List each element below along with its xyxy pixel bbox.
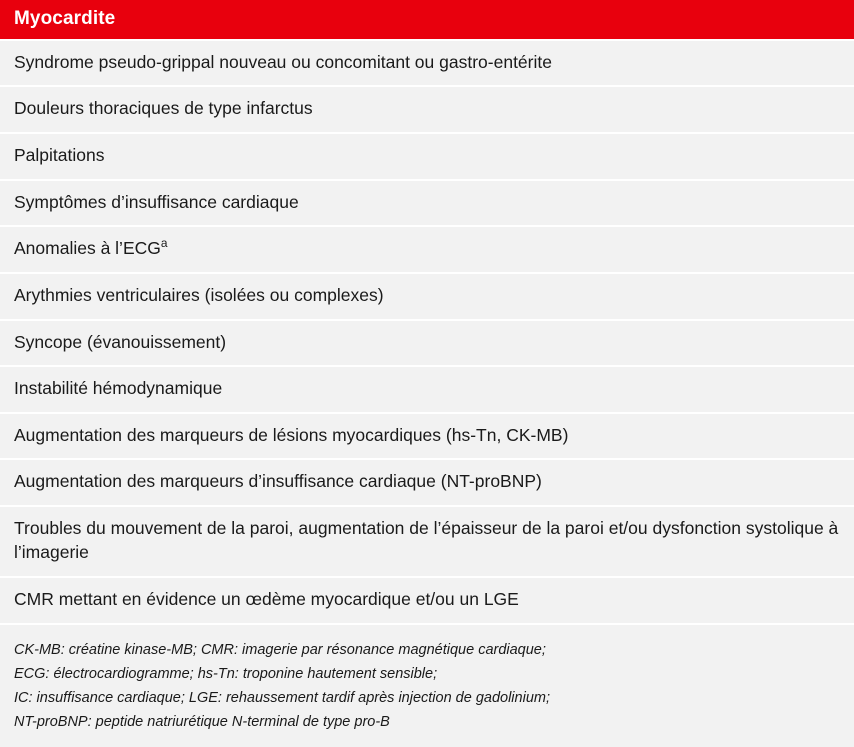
footnote-marker-a: a	[160, 236, 168, 251]
table-footnotes	[0, 623, 854, 747]
row-text: CMR mettant en évidence un œdème myocardique et/ou un LGE	[14, 589, 519, 610]
table-body	[0, 39, 854, 623]
row-text: Anomalies à l’ECG	[14, 238, 161, 259]
table-row	[0, 179, 854, 226]
table-row	[0, 365, 854, 412]
table-row	[0, 576, 854, 623]
table-row	[0, 225, 854, 272]
table-row	[0, 85, 854, 132]
footnote-line: IC: insuffisance cardiaque; LGE: rehaussement tardif après injection de gadolinium;	[14, 689, 550, 706]
row-text: Syndrome pseudo-grippal nouveau ou concomitant ou gastro-entérite	[14, 51, 552, 72]
table-row	[0, 412, 854, 459]
row-text: Instabilité hémodynamique	[14, 378, 223, 399]
row-text: Syncope (évanouissement)	[14, 331, 227, 352]
table-row	[0, 39, 854, 86]
footnote-line: ECG: électrocardiogramme; hs-Tn: troponine hautement sensible;	[14, 665, 438, 682]
table-row	[0, 319, 854, 366]
table-row	[0, 132, 854, 179]
row-text: Augmentation des marqueurs d’insuffisance cardiaque (NT-proBNP)	[14, 471, 542, 492]
row-text: Troubles du mouvement de la paroi, augmentation de l’épaisseur de la paroi et/ou dysfonction systolique à l’imagerie	[14, 518, 839, 562]
row-text: Arythmies ventriculaires (isolées ou complexes)	[14, 284, 384, 305]
table-row	[0, 458, 854, 505]
row-text: Douleurs thoraciques de type infarctus	[14, 98, 313, 119]
row-text: Palpitations	[14, 145, 105, 166]
footnote-line: NT-proBNP: peptide natriurétique N-terminal de type pro-B	[14, 713, 390, 730]
table-row	[0, 272, 854, 319]
row-text: Symptômes d’insuffisance cardiaque	[14, 191, 299, 212]
row-text: Augmentation des marqueurs de lésions myocardiques (hs-Tn, CK-MB)	[14, 424, 569, 445]
table-row	[0, 505, 854, 576]
table-title: Myocardite	[0, 0, 854, 39]
footnote-line: CK-MB: créatine kinase-MB; CMR: imagerie par résonance magnétique cardiaque;	[14, 641, 546, 658]
